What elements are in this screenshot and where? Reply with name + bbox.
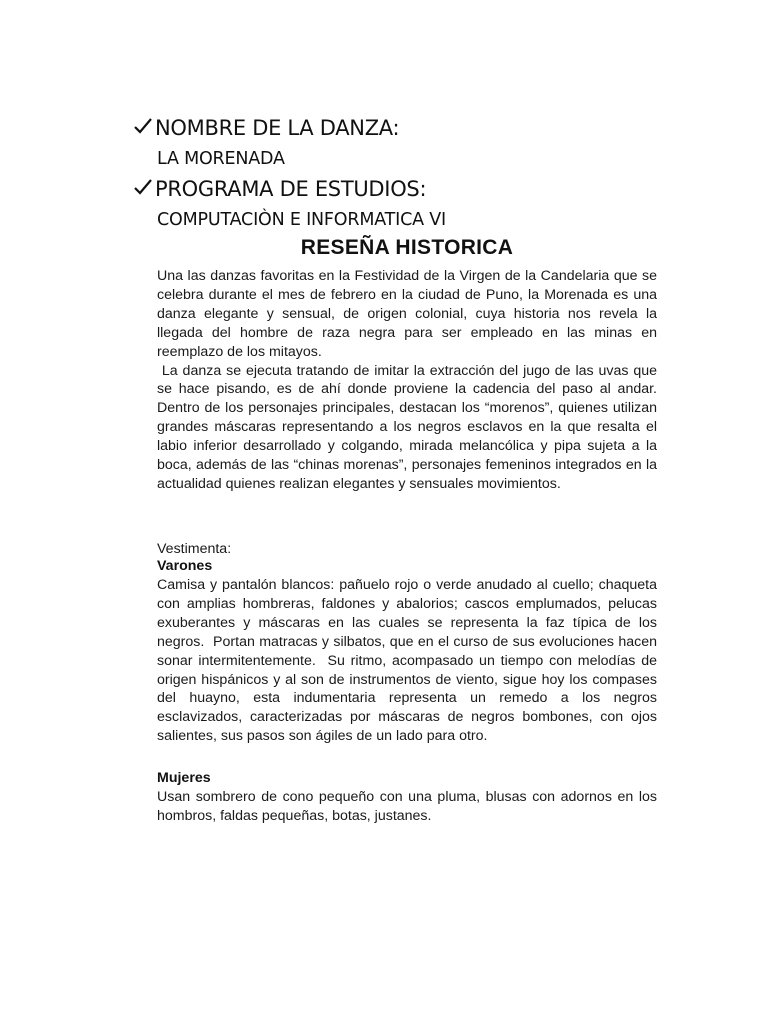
- checklist-item-program: [133, 177, 426, 201]
- checklist-item-dance-name: [133, 116, 399, 140]
- dance-name-value: LA MORENADA: [157, 149, 285, 169]
- varones-paragraph: Camisa y pantalón blancos: pañuelo rojo o verde anudado al cuello; chaqueta con amplias hombreras, faldones y abalorios; cascos emplumados, pelucas exuberantes y máscaras en las cuales se representa la faz típica de los negros. Portan matracas y silbatos, que en el curso de sus evoluciones hacen sonar intermitentemente. Su ritmo, acompasado un tiempo con melodías de origen hispánicos y al son de instrumentos de viento, sigue hoy los compases del huayno, esta indumentaria representa un remedo a los negros esclavizados, caracterizadas por máscaras de negros bombones, con ojos salientes, sus pasos son ágiles de un lado para otro.: [157, 577, 661, 745]
- varones-text: [157, 576, 661, 746]
- intro-paragraph-2: La danza se ejecuta tratando de imitar la extracción del jugo de las uvas que se hace pisando, es de ahí donde proviene la cadencia del paso al andar. Dentro de los personajes principales, destacan los “morenos”, quienes utilizan grandes máscaras representando a los negros esclavos en la que resalta el labio inferior desarrollado y colgando, mirada melancólica y pipa sujeta a la boca, además de las “chinas morenas”, personajes femeninos integrados en la actualidad quienes realizan elegantes y sensuales movimientos.: [157, 362, 661, 492]
- page-title: RESEÑA HISTORICA: [300, 236, 514, 259]
- varones-label: Varones: [157, 558, 213, 574]
- dance-name-heading: NOMBRE DE LA DANZA:: [155, 116, 400, 140]
- checkmark-icon: [133, 117, 155, 135]
- intro-text: [157, 267, 661, 494]
- checkmark-icon: [133, 178, 155, 196]
- mujeres-label: Mujeres: [157, 770, 211, 786]
- mujeres-paragraph: Usan sombrero de cono pequeño con una pluma, blusas con adornos en los hombros, faldas pequeñas, botas, justanes.: [157, 789, 657, 824]
- intro-paragraph-1: Una las danzas favoritas en la Festividad de la Virgen de la Candelaria que se celebra durante el mes de febrero en la ciudad de Puno, la Morenada es una danza elegante y sensual, de origen colonial, cuya historia nos revela la llegada del hombre de raza negra para ser empleado en las minas en reemplazo de los mitayos.: [157, 268, 657, 360]
- program-heading: PROGRAMA DE ESTUDIOS:: [155, 177, 427, 201]
- program-value: COMPUTACIÒN E INFORMATICA VI: [157, 210, 446, 230]
- mujeres-text: [157, 788, 657, 826]
- vestimenta-label: Vestimenta:: [157, 541, 232, 557]
